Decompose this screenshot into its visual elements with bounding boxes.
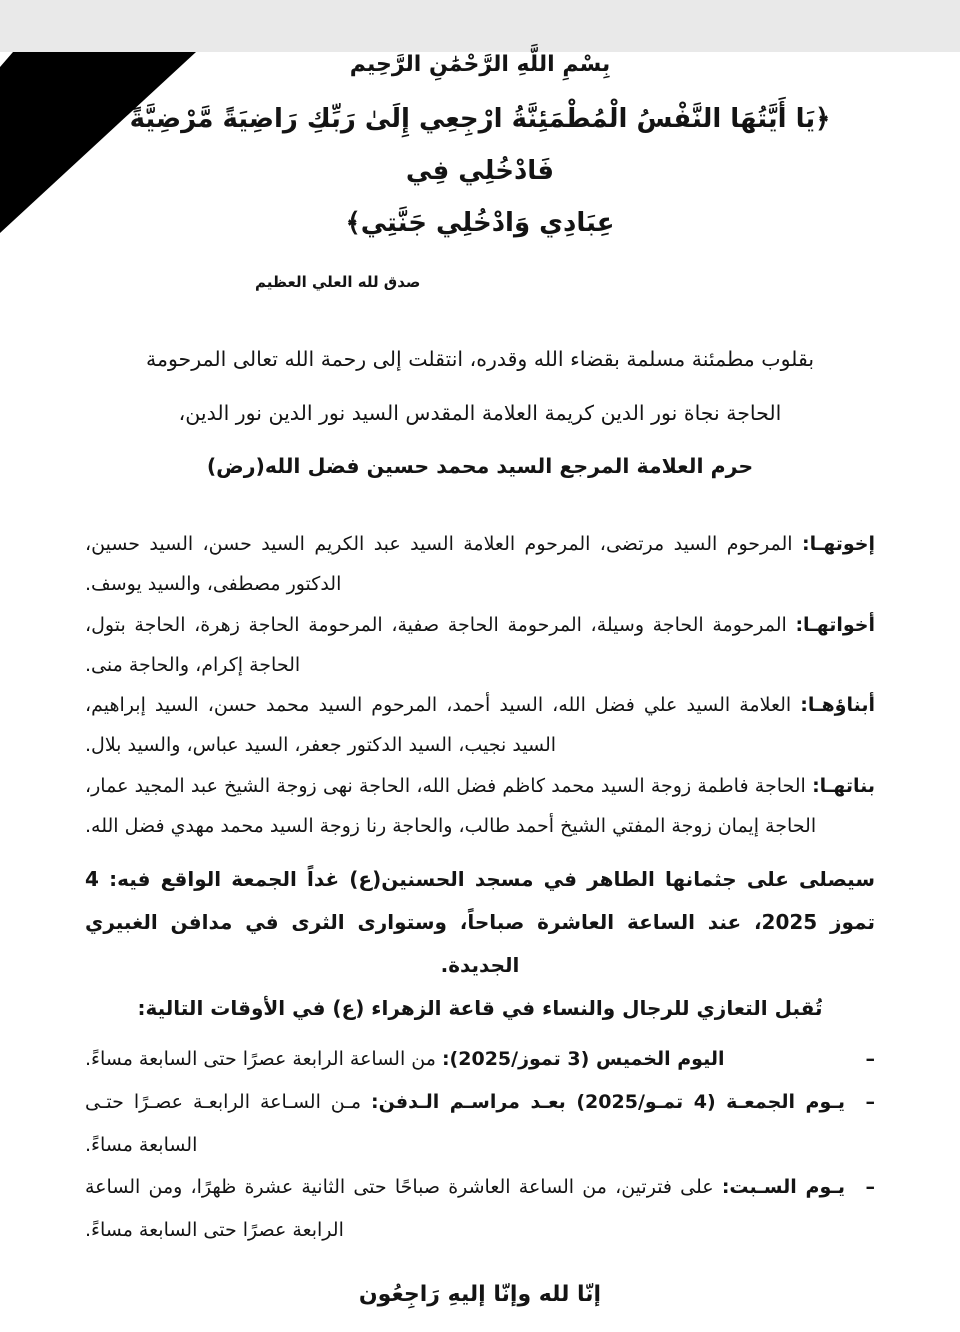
schedule-day-label: اليوم الخميس (3 تموز/2025):	[441, 1048, 725, 1071]
deceased-husband-line: حرم العلامة المرجع السيد محمد حسين فضل الله(رض)	[206, 454, 754, 479]
brothers-names: المرحوم السيد مرتضى، المرحوم العلامة السيد عبد الكريم السيد حسن، السيد حسين، الدكتور مصطفى، والسيد يوسف.	[85, 533, 802, 596]
dash-bullet-icon: –	[865, 1176, 875, 1199]
schedule-day-details: من الساعة الرابعة عصرًا حتى السابعة مساءً.	[85, 1048, 442, 1071]
schedule-item-text	[85, 1166, 845, 1252]
sisters-label: أخواتهـا:	[795, 613, 875, 636]
daughters-label: بناتهـا:	[812, 774, 875, 797]
dash-bullet-icon: –	[865, 1090, 875, 1113]
relatives-daughters	[85, 766, 875, 847]
sisters-names: المرحومة الحاجة وسيلة، المرحومة الحاجة صفية، المرحومة الحاجة زهرة، الحاجة بتول، الحاجة إكرام، والحاجة منى.	[85, 613, 796, 676]
verse-attribution: صدق لله العلي العظيم	[255, 273, 421, 291]
schedule-day-label: يـوم الجمعـة (4 تمـو/2025) بعـد مراسـم الـدفن:	[370, 1090, 845, 1113]
daughters-names: الحاجة فاطمة زوجة السيد محمد كاظم فضل الله، الحاجة نهى زوجة الشيخ عبد المجيد عمار، الحاجة إيمان زوجة المفتي الشيخ أحمد طالب، والحاجة رنا زوجة السيد محمد مهدي فضل الله.	[85, 774, 817, 837]
schedule-item-text	[85, 1081, 845, 1167]
brothers-label: إخوتهـا:	[801, 533, 875, 556]
relatives-sons	[85, 685, 875, 766]
schedule-item-text	[85, 1038, 845, 1081]
condolence-schedule	[85, 1038, 875, 1252]
sons-names: العلامة السيد علي فضل الله، السيد أحمد، المرحوم السيد محمد حسن، السيد إبراهيم، السيد نجيب، السيد الدكتور جعفر، السيد عباس، والسيد بلال.	[85, 694, 801, 757]
announcement-line-1: بقلوب مطمئنة مسلمة بقضاء الله وقدره، انتقلت إلى رحمة الله تعالى المرحومة	[145, 347, 815, 371]
relatives-sisters	[85, 605, 875, 686]
burial-details: سيصلى على جثمانها الطاهر في مسجد الحسنين(ع) غداً الجمعة الواقع فيه: 4 تموز 2025، عند الساعة العاشرة صباحاً، وستوارى الثرى في مدافن الغبيري الجديدة.	[85, 867, 875, 978]
schedule-day-details: على فترتين، من الساعة العاشرة صباحًا حتى الثانية عشرة ظهرًا، ومن الساعة الرابعة عصرًا حتى السابعة مساءً.	[85, 1176, 722, 1242]
death-announcement	[85, 333, 875, 494]
schedule-day-label: يـوم السـبت:	[721, 1176, 845, 1199]
schedule-day-details: مـن السـاعة الرابعـة عصـرًا حتـى السابعة مساءً.	[85, 1090, 371, 1156]
closing-verse: إنّا لله وإنّا إليهِ رَاجِعُون	[358, 1281, 602, 1307]
quran-verse-line-2: عِبَادِي وَادْخُلِي جَنَّتِي﴾	[345, 208, 615, 238]
schedule-item-friday	[85, 1081, 875, 1167]
basmala-text: بِسْمِ اللَّهِ الرَّحْمَٰنِ الرَّحِيم	[349, 52, 611, 77]
quran-verse	[85, 93, 875, 249]
condolences-intro: تُقبل التعازي للرجال والنساء في قاعة الزهراء (ع) في الأوقات التالية:	[137, 996, 823, 1021]
schedule-item-saturday	[85, 1166, 875, 1252]
sons-label: أبناؤهـا:	[800, 694, 875, 717]
dash-bullet-icon: –	[865, 1048, 875, 1071]
quran-verse-line-1: ﴿يَا أَيَّتُهَا النَّفْسُ الْمُطْمَئِنَّةُ ارْجِعِي إِلَىٰ رَبِّكِ رَاضِيَةً مَّرْضِيَّةً فَادْخُلِي فِي	[129, 104, 831, 186]
obituary-content	[0, 52, 960, 1307]
relatives-brothers	[85, 524, 875, 605]
relatives-section	[85, 524, 875, 846]
announcement-line-2: الحاجة نجاة نور الدين كريمة العلامة المقدس السيد نور الدين نور الدين،	[178, 400, 782, 425]
obituary-page	[0, 52, 960, 1332]
schedule-item-thursday	[85, 1038, 875, 1081]
